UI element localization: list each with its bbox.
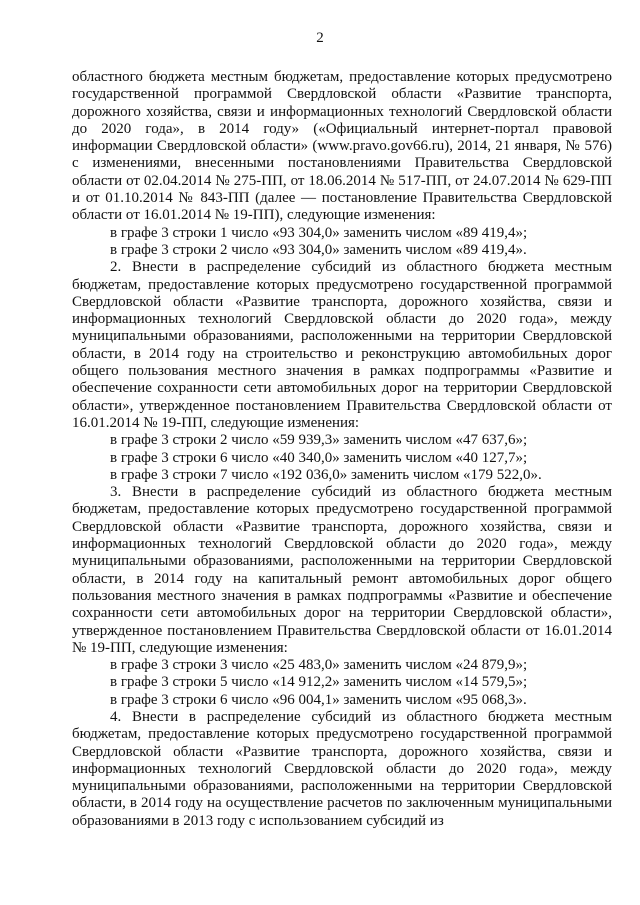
amendment-item: в графе 3 строки 6 число «96 004,1» заменить числом «95 068,3». xyxy=(110,691,527,708)
amendment-item: в графе 3 строки 2 число «93 304,0» заменить числом «89 419,4». xyxy=(110,241,527,258)
paragraph-clause-3: 3. Внести в распределение субсидий из областного бюджета местным бюджетам, предоставление которых предусмотрено государственной программой Свердловской области «Развитие транспорта, дорожного хозяйства, связи и информационных технологий Свердловской области до 2020 года», между муниципальными образованиями, расположенными на территории Свердловской области, в 2014 году на капитальный ремонт автомобильных дорог общего пользования местного значения в рамках подпрограммы «Развитие и обеспечение сохранности сети автомобильных дорог на территории Свердловской области», утвержденное постановлением Правительства Свердловской области от 16.01.2014 № 19-ПП, следующие изменения: xyxy=(72,484,612,656)
amendment-item: в графе 3 строки 3 число «25 483,0» заменить числом «24 879,9»; xyxy=(110,657,528,674)
amendment-item: в графе 3 строки 5 число «14 912,2» заменить числом «14 579,5»; xyxy=(110,674,528,691)
amendment-item: в графе 3 строки 2 число «59 939,3» заменить числом «47 637,6»; xyxy=(110,432,528,449)
paragraph-clause-2: 2. Внести в распределение субсидий из областного бюджета местным бюджетам, предоставление которых предусмотрено государственной программой Свердловской области «Развитие транспорта, дорожного хозяйства, связи и информационных технологий Свердловской области до 2020 года», между муниципальными образованиями, расположенными на территории Свердловской области, в 2014 году на строительство и реконструкцию автомобильных дорог общего пользования местного значения в рамках подпрограммы «Развитие и обеспечение сохранности сети автомобильных дорог на территории Свердловской области», утвержденное постановлением Правительства Свердловской области от 16.01.2014 № 19-ПП, следующие изменения: xyxy=(72,259,612,431)
amendment-item: в графе 3 строки 1 число «93 304,0» заменить числом «89 419,4»; xyxy=(110,224,528,241)
amendment-item: в графе 3 строки 7 число «192 036,0» заменить числом «179 522,0». xyxy=(110,466,542,483)
paragraph-intro-continuation: областного бюджета местным бюджетам, предоставление которых предусмотрено государственной программой Свердловской области «Развитие транспорта, дорожного хозяйства, связи и информационных технологий Свердловской области до 2020 года», в 2014 году» («Официальный интернет-портал правовой информации Свердловской области» (www.pravo.gov66.ru), 2014, 21 января, № 576) с изменениями, внесенными постановлениями Правительства Свердловской области от 02.04.2014 № 275-ПП, от 18.06.2014 № 517-ПП, от 24.07.2014 № 629-ПП и от 01.10.2014 № 843-ПП (далее — постановление Правительства Свердловской области от 16.01.2014 № 19-ПП), следующие изменения: xyxy=(72,69,612,224)
amendment-item: в графе 3 строки 6 число «40 340,0» заменить числом «40 127,7»; xyxy=(110,449,528,466)
document-body xyxy=(72,69,612,830)
paragraph-clause-4: 4. Внести в распределение субсидий из областного бюджета местным бюджетам, предоставление которых предусмотрено государственной программой Свердловской области «Развитие транспорта, дорожного хозяйства, связи и информационных технологий Свердловской области до 2020 года», между муниципальными образованиями, расположенными на территории Свердловской области, в 2014 году на осуществление расчетов по заключенным муниципальными образованиями в 2013 году с использованием субсидий из xyxy=(72,708,612,829)
page-number: 2 xyxy=(316,30,324,46)
